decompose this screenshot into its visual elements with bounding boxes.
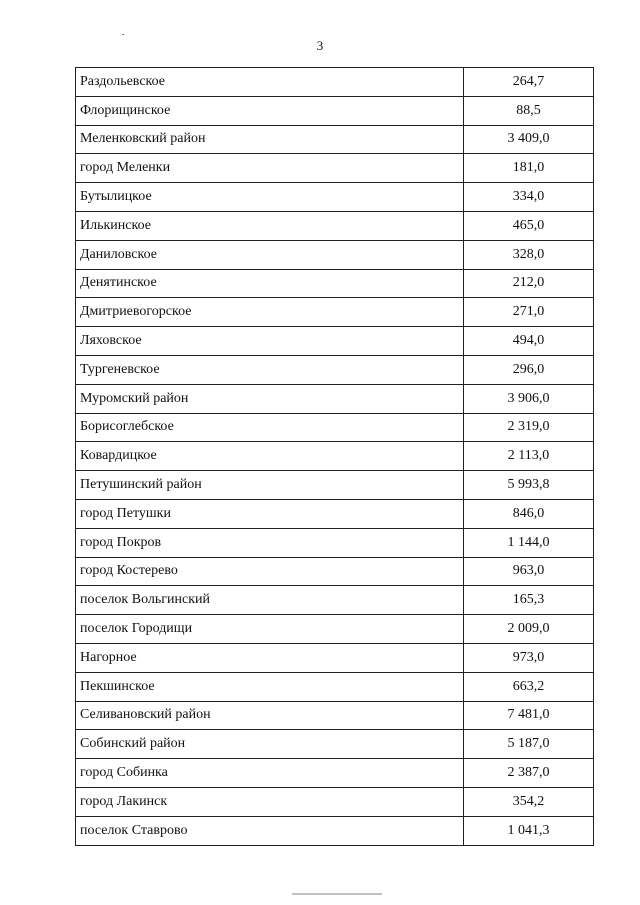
- table-row: [76, 586, 594, 615]
- allocation-value: 3 409,0: [464, 125, 594, 154]
- table-row: [76, 759, 594, 788]
- table-row: [76, 125, 594, 154]
- table-row: [76, 68, 594, 97]
- allocation-value: 465,0: [464, 211, 594, 240]
- municipality-name: Раздольевское: [76, 68, 464, 97]
- allocation-value: 973,0: [464, 643, 594, 672]
- table-row: [76, 787, 594, 816]
- allocation-value: 846,0: [464, 499, 594, 528]
- municipality-name: город Лакинск: [76, 787, 464, 816]
- allocation-value: 181,0: [464, 154, 594, 183]
- municipality-name: Денятинское: [76, 269, 464, 298]
- table-row: [76, 528, 594, 557]
- allocation-value: 271,0: [464, 298, 594, 327]
- municipality-name: Петушинский район: [76, 471, 464, 500]
- allocation-value: 1 041,3: [464, 816, 594, 845]
- municipality-name: город Костерево: [76, 557, 464, 586]
- table-row: [76, 643, 594, 672]
- table-row: [76, 413, 594, 442]
- allocation-value: 2 113,0: [464, 442, 594, 471]
- municipality-name: поселок Ставрово: [76, 816, 464, 845]
- allocation-value: 334,0: [464, 183, 594, 212]
- allocation-value: 2 319,0: [464, 413, 594, 442]
- municipality-name: Борисоглебское: [76, 413, 464, 442]
- allocation-value: 7 481,0: [464, 701, 594, 730]
- municipality-name: Собинский район: [76, 730, 464, 759]
- table-row: [76, 615, 594, 644]
- allocation-value: 1 144,0: [464, 528, 594, 557]
- allocation-value: 5 993,8: [464, 471, 594, 500]
- allocation-value: 88,5: [464, 96, 594, 125]
- municipality-name: город Меленки: [76, 154, 464, 183]
- table-row: [76, 240, 594, 269]
- municipality-name: Даниловское: [76, 240, 464, 269]
- page-number: 3: [316, 38, 324, 53]
- table-row: [76, 557, 594, 586]
- municipality-name: Ляховское: [76, 327, 464, 356]
- scan-artifact: [292, 893, 382, 895]
- municipality-name: Флорищинское: [76, 96, 464, 125]
- table-row: [76, 327, 594, 356]
- table-row: [76, 701, 594, 730]
- allocation-value: 3 906,0: [464, 384, 594, 413]
- municipality-name: город Покров: [76, 528, 464, 557]
- table-row: [76, 298, 594, 327]
- municipality-name: Пекшинское: [76, 672, 464, 701]
- table-row: [76, 384, 594, 413]
- municipality-name: Илькинское: [76, 211, 464, 240]
- municipality-name: Селивановский район: [76, 701, 464, 730]
- municipality-name: город Петушки: [76, 499, 464, 528]
- municipality-name: Бутылицкое: [76, 183, 464, 212]
- municipality-name: Тургеневское: [76, 355, 464, 384]
- municipality-name: город Собинка: [76, 759, 464, 788]
- table-row: [76, 183, 594, 212]
- table-row: [76, 471, 594, 500]
- allocation-table: [75, 67, 594, 846]
- allocation-value: 212,0: [464, 269, 594, 298]
- table-row: [76, 96, 594, 125]
- allocation-value: 2 009,0: [464, 615, 594, 644]
- allocation-value: 264,7: [464, 68, 594, 97]
- table-row: [76, 672, 594, 701]
- table-row: [76, 355, 594, 384]
- table-body: [76, 68, 594, 846]
- municipality-name: Ковардицкое: [76, 442, 464, 471]
- table-row: [76, 816, 594, 845]
- municipality-name: Нагорное: [76, 643, 464, 672]
- table-row: [76, 154, 594, 183]
- table-row: [76, 442, 594, 471]
- table-row: [76, 269, 594, 298]
- allocation-value: 296,0: [464, 355, 594, 384]
- allocation-value: 5 187,0: [464, 730, 594, 759]
- municipality-name: поселок Вольгинский: [76, 586, 464, 615]
- allocation-value: 354,2: [464, 787, 594, 816]
- table-row: [76, 499, 594, 528]
- allocation-value: 328,0: [464, 240, 594, 269]
- scan-speck: [122, 34, 124, 35]
- municipality-name: Муромский район: [76, 384, 464, 413]
- allocation-value: 165,3: [464, 586, 594, 615]
- allocation-value: 494,0: [464, 327, 594, 356]
- allocation-value: 663,2: [464, 672, 594, 701]
- municipality-name: Дмитриевогорское: [76, 298, 464, 327]
- allocation-value: 2 387,0: [464, 759, 594, 788]
- table-row: [76, 730, 594, 759]
- table-row: [76, 211, 594, 240]
- municipality-name: Меленковский район: [76, 125, 464, 154]
- allocation-value: 963,0: [464, 557, 594, 586]
- municipality-name: поселок Городищи: [76, 615, 464, 644]
